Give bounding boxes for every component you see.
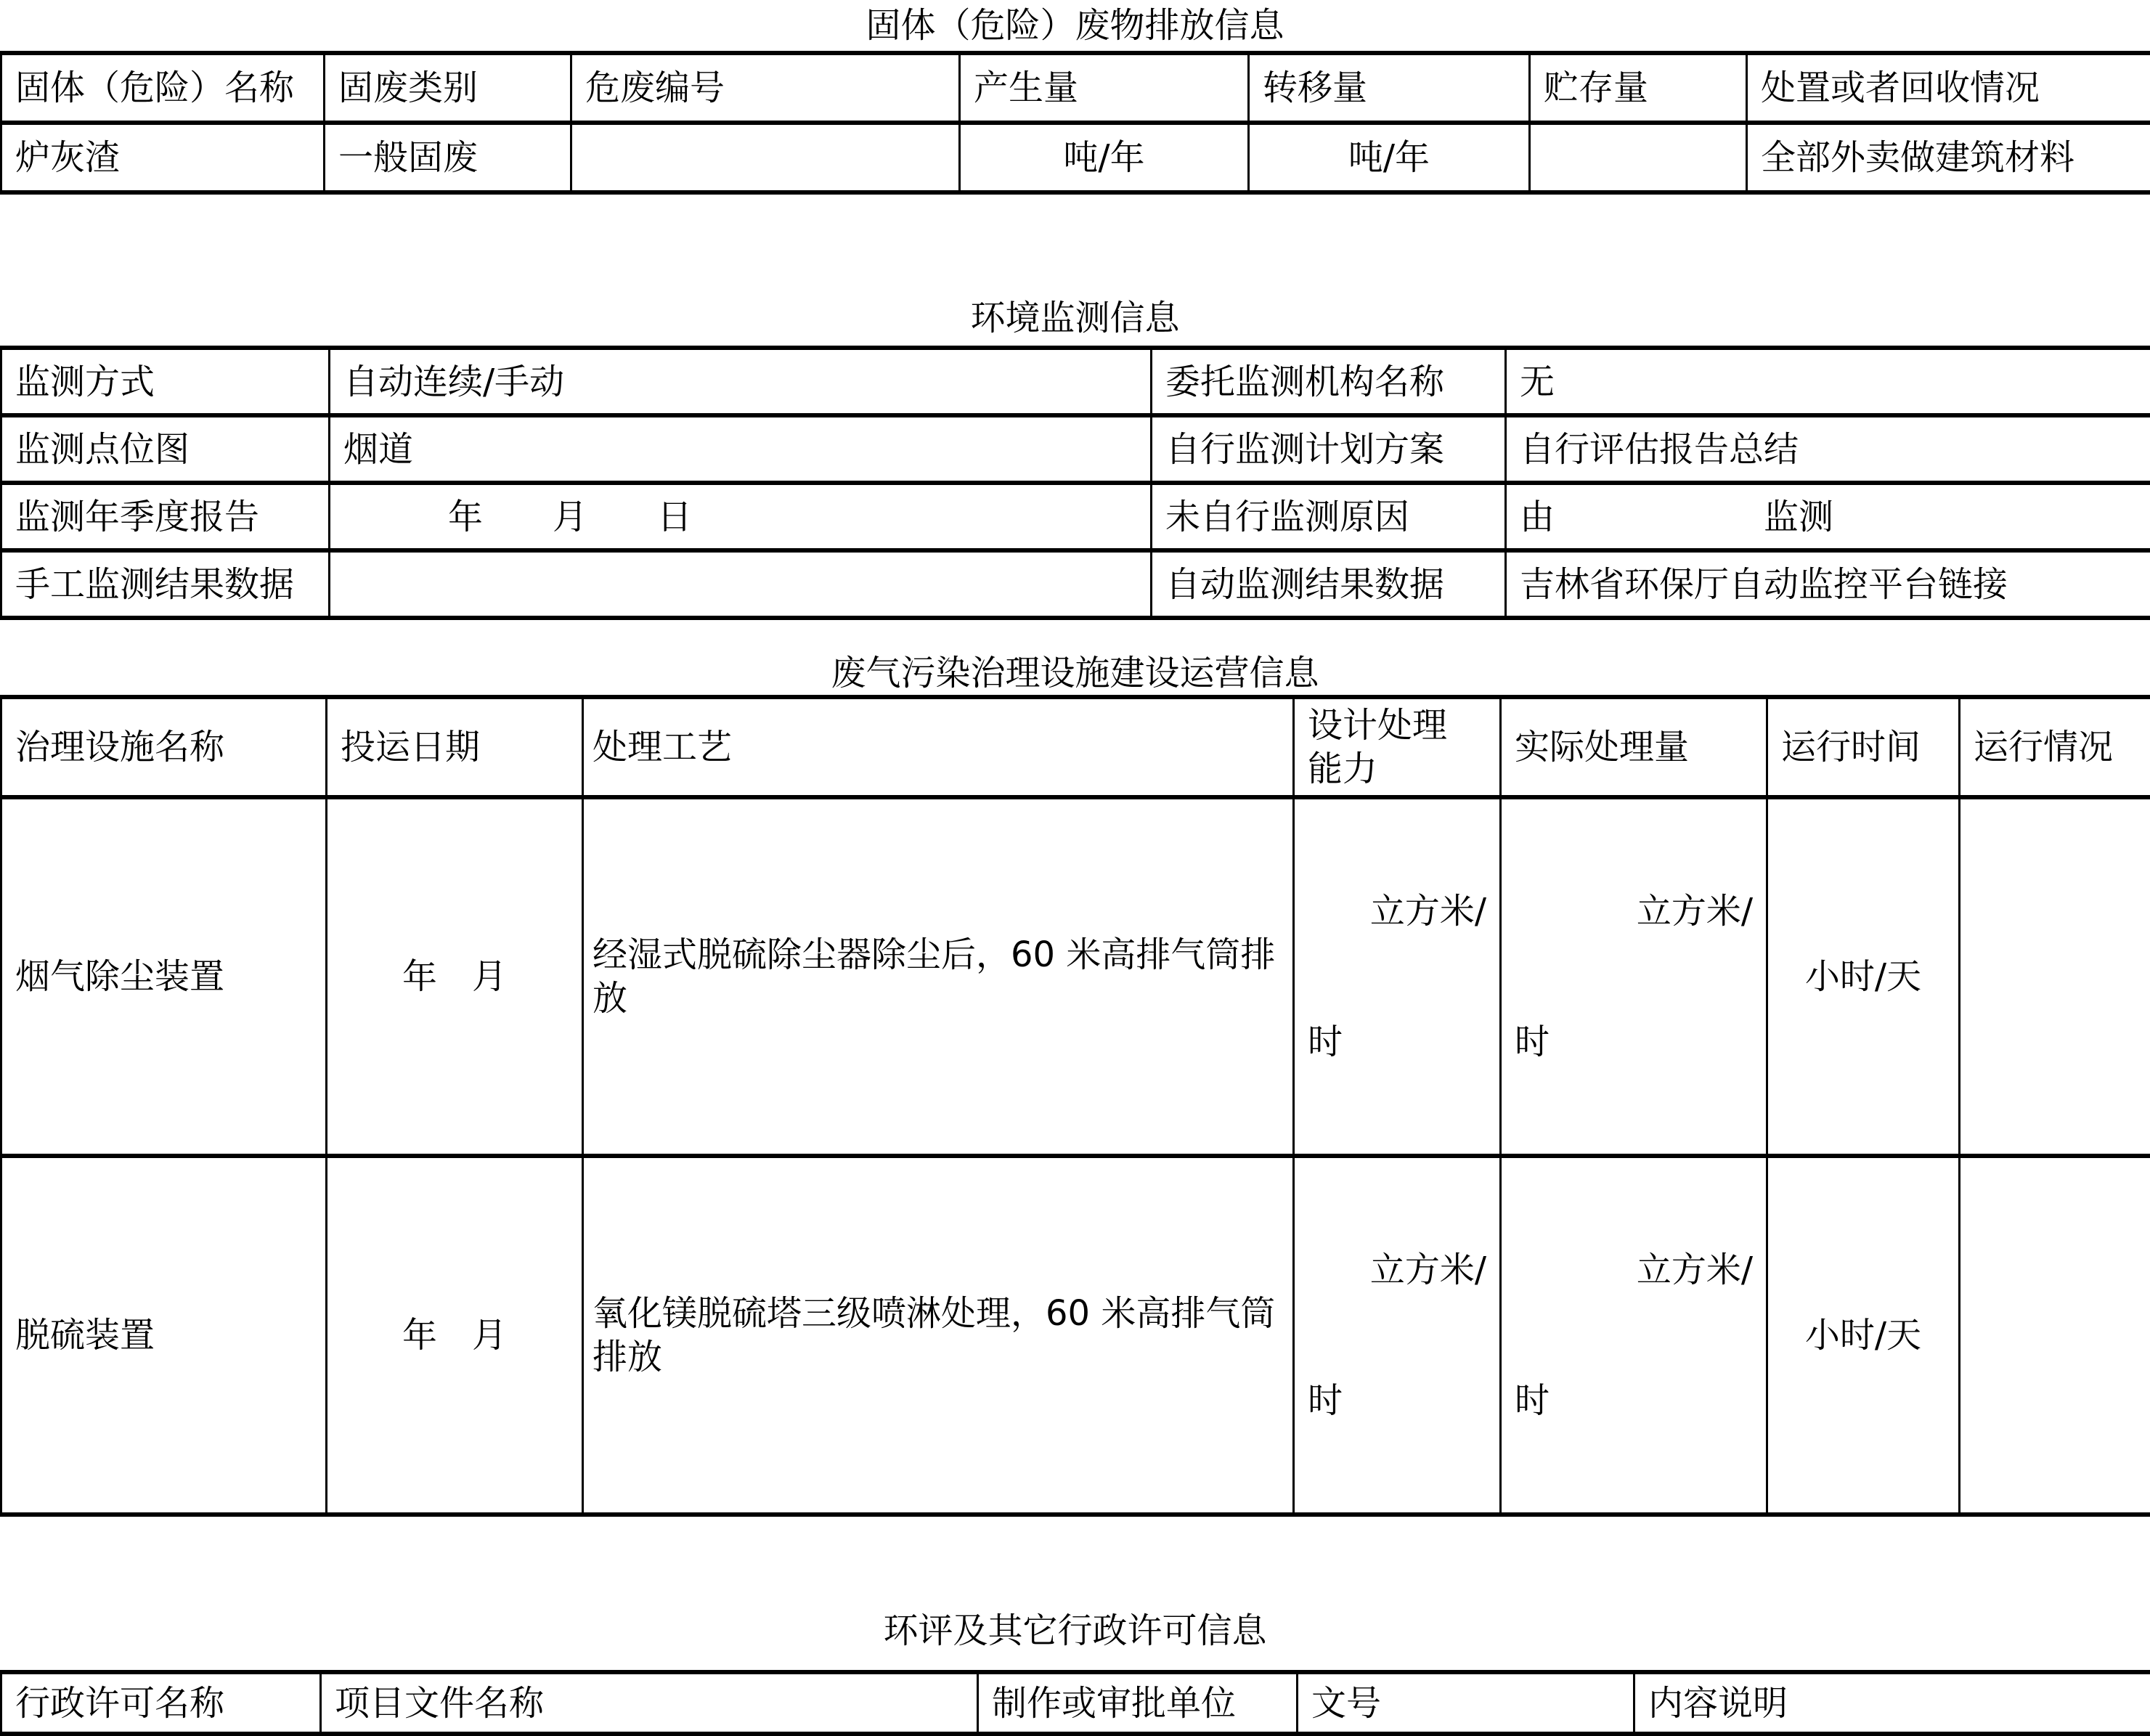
cell-actual-throughput-unit-bottom: 时 xyxy=(1515,1379,1753,1422)
header-actual-throughput: 实际处理量 xyxy=(1501,697,1767,797)
monitoring-row-2 xyxy=(1,415,2150,483)
label-commissioned-monitoring-agency: 委托监测机构名称 xyxy=(1152,348,1506,415)
cell-disposal-recycling: 全部外卖做建筑材料 xyxy=(1747,123,2150,192)
header-hazardous-waste-code: 危废编号 xyxy=(571,53,960,123)
monitoring-table xyxy=(0,346,2150,620)
header-storage-amount: 贮存量 xyxy=(1530,53,1747,123)
gas-treatment-table xyxy=(0,695,2150,1517)
value-manual-monitoring-data xyxy=(330,550,1152,618)
monitoring-table-title: 环境监测信息 xyxy=(0,300,2150,336)
monitoring-row-1 xyxy=(1,348,2150,415)
label-manual-monitoring-data: 手工监测结果数据 xyxy=(1,550,330,618)
cell-operation-status xyxy=(1960,797,2150,1156)
cell-design-capacity-unit-top: 立方米/ xyxy=(1308,1248,1486,1292)
permits-table xyxy=(0,1670,2150,1736)
monitoring-row-3 xyxy=(1,483,2150,550)
value-commissioned-monitoring-agency: 无 xyxy=(1506,348,2150,415)
label-annual-quarterly-report: 监测年季度报告 xyxy=(1,483,330,550)
cell-actual-throughput xyxy=(1501,797,1767,1156)
header-content-description: 内容说明 xyxy=(1634,1672,2150,1734)
cell-commission-date: 年 月 xyxy=(327,1156,583,1515)
header-producing-approving-unit: 制作或审批单位 xyxy=(978,1672,1298,1734)
label-monitoring-method: 监测方式 xyxy=(1,348,330,415)
header-waste-category: 固废类别 xyxy=(325,53,571,123)
value-annual-quarterly-report: 年 月 日 xyxy=(330,483,1152,550)
header-production-amount: 产生量 xyxy=(960,53,1249,123)
header-disposal-recycling: 处置或者回收情况 xyxy=(1747,53,2150,123)
value-monitoring-method: 自动连续/手动 xyxy=(330,348,1152,415)
cell-waste-category: 一般固废 xyxy=(325,123,571,192)
cell-operation-time: 小时/天 xyxy=(1767,797,1960,1156)
header-transfer-amount: 转移量 xyxy=(1249,53,1530,123)
cell-design-capacity xyxy=(1294,797,1501,1156)
cell-facility-name: 脱硫装置 xyxy=(1,1156,327,1515)
monitoring-row-4 xyxy=(1,550,2150,618)
gas-treatment-header-row xyxy=(1,697,2150,797)
cell-storage-amount xyxy=(1530,123,1747,192)
cell-operation-status xyxy=(1960,1156,2150,1515)
header-project-file-name: 项目文件名称 xyxy=(321,1672,978,1734)
label-no-self-monitoring-reason: 未自行监测原因 xyxy=(1152,483,1506,550)
label-monitoring-point-map: 监测点位图 xyxy=(1,415,330,483)
value-no-self-monitoring-reason: 由 监测 xyxy=(1506,483,2150,550)
solid-waste-data-row xyxy=(1,123,2150,192)
cell-treatment-process: 经湿式脱硫除尘器除尘后，60 米高排气筒排放 xyxy=(583,797,1294,1156)
solid-waste-table-title: 固体（危险）废物排放信息 xyxy=(0,7,2150,44)
permits-table-title: 环评及其它行政许可信息 xyxy=(0,1613,2150,1649)
cell-actual-throughput-unit-bottom: 时 xyxy=(1515,1020,1753,1064)
cell-actual-throughput xyxy=(1501,1156,1767,1515)
permits-header-row xyxy=(1,1672,2150,1734)
header-operation-time: 运行时间 xyxy=(1767,697,1960,797)
document-page xyxy=(0,7,2150,1242)
cell-design-capacity-unit-top: 立方米/ xyxy=(1308,889,1486,933)
header-solid-waste-name: 固体（危险）名称 xyxy=(1,53,325,123)
header-design-capacity xyxy=(1294,697,1501,797)
header-permit-name: 行政许可名称 xyxy=(1,1672,321,1734)
cell-transfer-amount: 吨/年 xyxy=(1249,123,1530,192)
cell-actual-throughput-unit-top: 立方米/ xyxy=(1515,1248,1753,1292)
gas-treatment-row-dust-removal xyxy=(1,797,2150,1156)
gas-treatment-table-title: 废气污染治理设施建设运营信息 xyxy=(0,655,2150,691)
cell-commission-date: 年 月 xyxy=(327,797,583,1156)
cell-production-amount: 吨/年 xyxy=(960,123,1249,192)
header-treatment-process: 处理工艺 xyxy=(583,697,1294,797)
solid-waste-table xyxy=(0,51,2150,195)
cell-facility-name: 烟气除尘装置 xyxy=(1,797,327,1156)
cell-design-capacity-unit-bottom: 时 xyxy=(1308,1020,1486,1064)
cell-design-capacity xyxy=(1294,1156,1501,1515)
header-operation-status: 运行情况 xyxy=(1960,697,2150,797)
header-design-capacity-text: 设计处理能力 xyxy=(1308,704,1450,791)
value-self-monitoring-plan: 自行评估报告总结 xyxy=(1506,415,2150,483)
header-facility-name: 治理设施名称 xyxy=(1,697,327,797)
header-commission-date: 投运日期 xyxy=(327,697,583,797)
cell-hazardous-waste-code xyxy=(571,123,960,192)
header-document-number: 文号 xyxy=(1298,1672,1634,1734)
label-auto-monitoring-data: 自动监测结果数据 xyxy=(1152,550,1506,618)
solid-waste-header-row xyxy=(1,53,2150,123)
cell-treatment-process: 氧化镁脱硫塔三级喷淋处理，60 米高排气筒排放 xyxy=(583,1156,1294,1515)
cell-design-capacity-unit-bottom: 时 xyxy=(1308,1379,1486,1422)
value-monitoring-point-map: 烟道 xyxy=(330,415,1152,483)
label-self-monitoring-plan: 自行监测计划方案 xyxy=(1152,415,1506,483)
cell-actual-throughput-unit-top: 立方米/ xyxy=(1515,889,1753,933)
gas-treatment-row-desulfurization xyxy=(1,1156,2150,1515)
value-auto-monitoring-data: 吉林省环保厅自动监控平台链接 xyxy=(1506,550,2150,618)
cell-operation-time: 小时/天 xyxy=(1767,1156,1960,1515)
cell-solid-waste-name: 炉灰渣 xyxy=(1,123,325,192)
